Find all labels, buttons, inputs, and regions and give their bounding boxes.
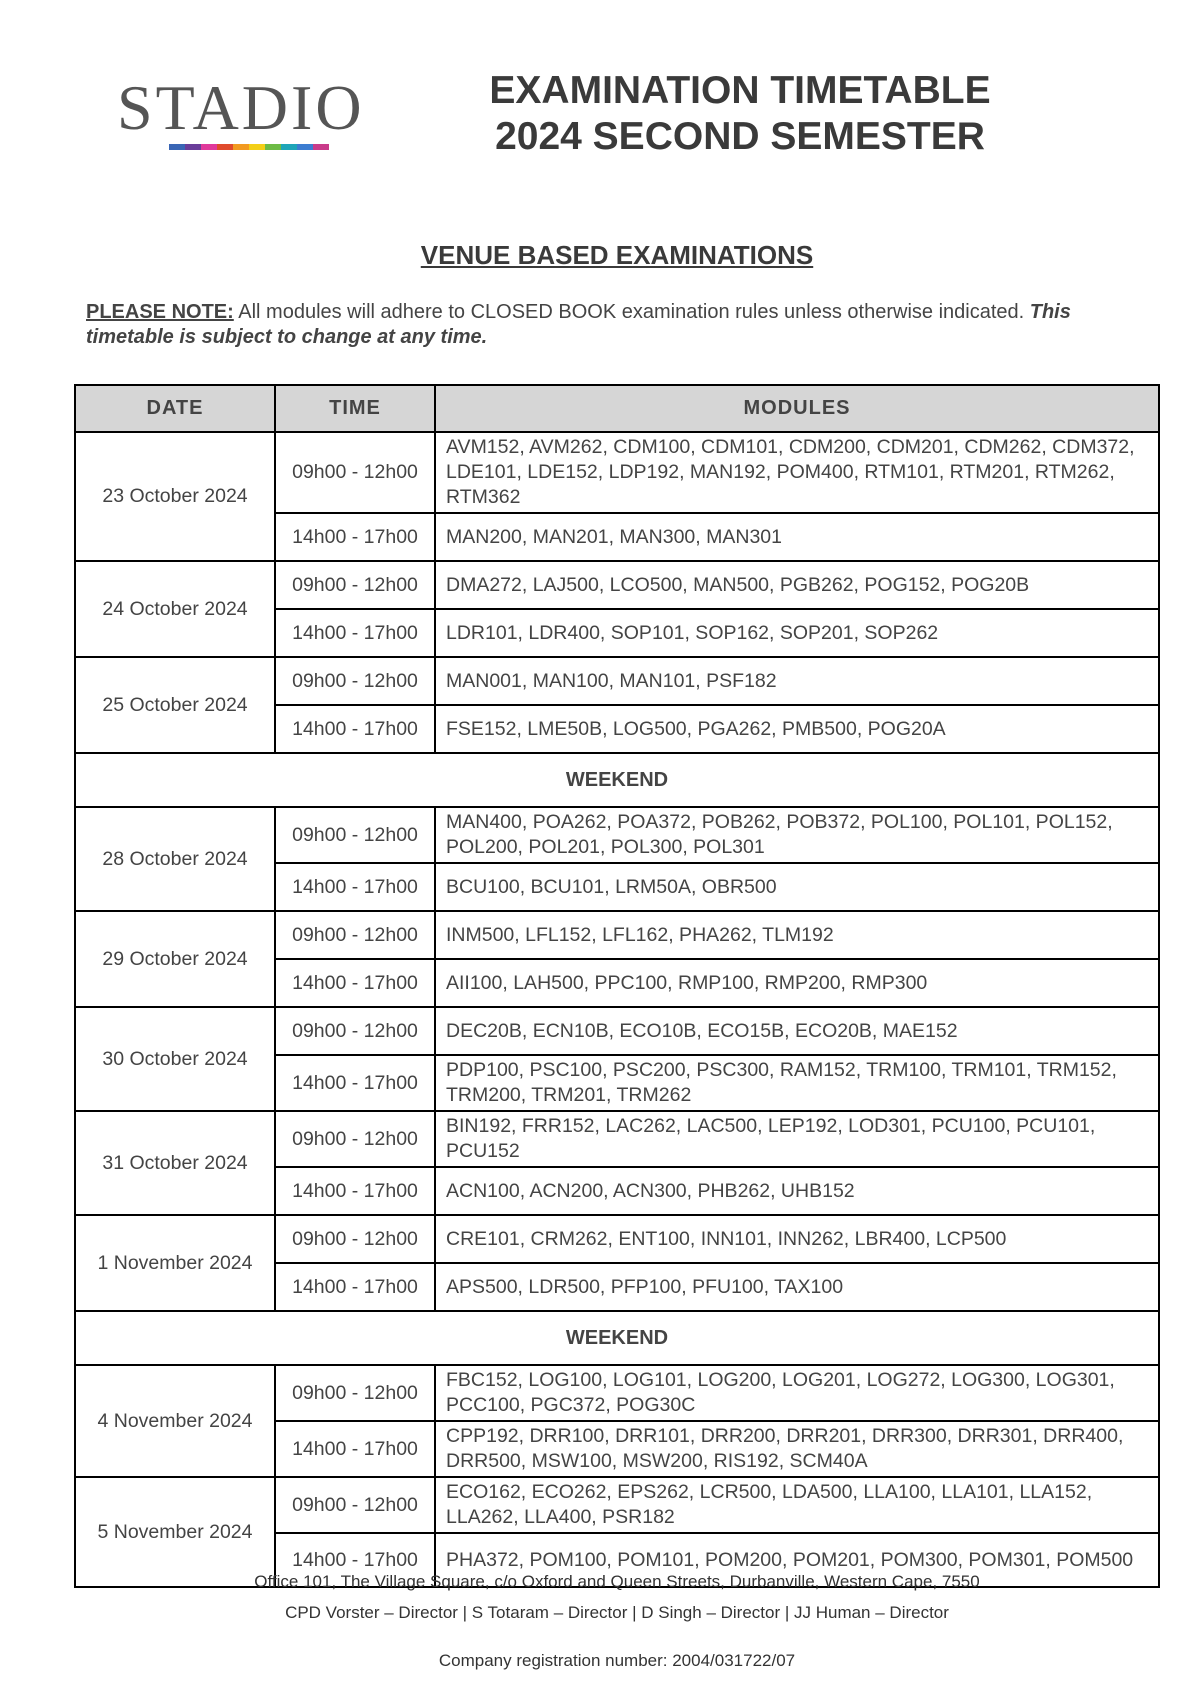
stadio-logo — [117, 72, 385, 156]
session-time: 09h00 - 12h00 — [275, 911, 435, 959]
exam-date: 31 October 2024 — [75, 1111, 275, 1215]
logo-color-stripe — [169, 144, 329, 150]
session-time: 09h00 - 12h00 — [275, 1365, 435, 1421]
session-modules: DEC20B, ECN10B, ECO10B, ECO15B, ECO20B, MAE152 — [435, 1007, 1159, 1055]
session-modules: PHA372, POM100, POM101, POM200, POM201, POM300, POM301, POM500 — [435, 1533, 1159, 1587]
session-time: 09h00 - 12h00 — [275, 657, 435, 705]
table-row — [75, 1007, 1159, 1055]
page-title — [400, 68, 1080, 160]
logo-stripe-segment — [169, 144, 185, 150]
logo-stripe-segment — [297, 144, 313, 150]
note-text: All modules will adhere to CLOSED BOOK examination rules unless otherwise indicated. — [233, 301, 1030, 323]
header-time: TIME — [275, 385, 435, 432]
session-modules: AII100, LAH500, PPC100, RMP100, RMP200, RMP300 — [435, 959, 1159, 1007]
exam-date: 29 October 2024 — [75, 911, 275, 1007]
table-header-row — [75, 385, 1159, 432]
session-time: 09h00 - 12h00 — [275, 1477, 435, 1533]
session-time: 09h00 - 12h00 — [275, 1215, 435, 1263]
session-time: 14h00 - 17h00 — [275, 1167, 435, 1215]
logo-stripe-segment — [233, 144, 249, 150]
exam-date: 30 October 2024 — [75, 1007, 275, 1111]
session-modules: CRE101, CRM262, ENT100, INN101, INN262, LBR400, LCP500 — [435, 1215, 1159, 1263]
title-line-2: 2024 SECOND SEMESTER — [495, 115, 985, 158]
weekend-row — [75, 753, 1159, 807]
session-time: 09h00 - 12h00 — [275, 561, 435, 609]
weekend-label: WEEKEND — [75, 1311, 1159, 1365]
session-time: 14h00 - 17h00 — [275, 513, 435, 561]
exam-date: 1 November 2024 — [75, 1215, 275, 1311]
section-heading: VENUE BASED EXAMINATIONS — [420, 240, 814, 270]
session-modules: BIN192, FRR152, LAC262, LAC500, LEP192, LOD301, PCU100, PCU101, PCU152 — [435, 1111, 1159, 1167]
exam-date: 4 November 2024 — [75, 1365, 275, 1477]
header-date: DATE — [75, 385, 275, 432]
session-modules: MAN001, MAN100, MAN101, PSF182 — [435, 657, 1159, 705]
logo-stripe-segment — [281, 144, 297, 150]
logo-stripe-segment — [185, 144, 201, 150]
session-modules: CPP192, DRR100, DRR101, DRR200, DRR201, DRR300, DRR301, DRR400, DRR500, MSW100, MSW200, RIS192, SCM40A — [435, 1421, 1159, 1477]
table-row — [75, 432, 1159, 513]
table-row — [75, 561, 1159, 609]
session-time: 14h00 - 17h00 — [275, 1055, 435, 1111]
session-modules: FSE152, LME50B, LOG500, PGA262, PMB500, POG20A — [435, 705, 1159, 753]
session-modules: AVM152, AVM262, CDM100, CDM101, CDM200, CDM201, CDM262, CDM372, LDE101, LDE152, LDP192, MAN192, POM400, RTM101, RTM201, RTM262, RTM362 — [435, 432, 1159, 513]
table-row — [75, 657, 1159, 705]
session-time: 14h00 - 17h00 — [275, 1263, 435, 1311]
session-time: 14h00 - 17h00 — [275, 863, 435, 911]
session-modules: LDR101, LDR400, SOP101, SOP162, SOP201, SOP262 — [435, 609, 1159, 657]
session-modules: ACN100, ACN200, ACN300, PHB262, UHB152 — [435, 1167, 1159, 1215]
session-time: 09h00 - 12h00 — [275, 1111, 435, 1167]
exam-date: 5 November 2024 — [75, 1477, 275, 1587]
table-row — [75, 807, 1159, 863]
session-time: 09h00 - 12h00 — [275, 432, 435, 513]
logo-stripe-segment — [217, 144, 233, 150]
session-time: 14h00 - 17h00 — [275, 1533, 435, 1587]
session-time: 09h00 - 12h00 — [275, 807, 435, 863]
session-modules: DMA272, LAJ500, LCO500, MAN500, PGB262, POG152, POG20B — [435, 561, 1159, 609]
session-time: 09h00 - 12h00 — [275, 1007, 435, 1055]
footer-directors: CPD Vorster – Director | S Totaram – Director | D Singh – Director | JJ Human – Director — [285, 1603, 949, 1622]
session-modules: APS500, LDR500, PFP100, PFU100, TAX100 — [435, 1263, 1159, 1311]
note-label: PLEASE NOTE: — [86, 301, 234, 323]
session-modules: INM500, LFL152, LFL162, PHA262, TLM192 — [435, 911, 1159, 959]
footer-registration: Company registration number: 2004/031722/07 — [438, 1651, 796, 1670]
footer-address: Office 101, The Village Square, c/o Oxford and Queen Streets, Durbanville, Western Cape, 7550 — [254, 1572, 980, 1591]
session-modules: ECO162, ECO262, EPS262, LCR500, LDA500, LLA100, LLA101, LLA152, LLA262, LLA400, PSR182 — [435, 1477, 1159, 1533]
logo-text: STADIO — [117, 72, 365, 143]
table-row — [75, 911, 1159, 959]
session-time: 14h00 - 17h00 — [275, 705, 435, 753]
session-time: 14h00 - 17h00 — [275, 1421, 435, 1477]
header-modules: MODULES — [435, 385, 1159, 432]
table-row — [75, 1365, 1159, 1421]
table-row — [75, 1477, 1159, 1533]
exam-timetable — [74, 384, 1160, 1588]
session-modules: FBC152, LOG100, LOG101, LOG200, LOG201, LOG272, LOG300, LOG301, PCC100, PGC372, POG30C — [435, 1365, 1159, 1421]
session-time: 14h00 - 17h00 — [275, 959, 435, 1007]
note-emphasis: This timetable is subject to change at any time. — [86, 301, 1071, 348]
logo-stripe-segment — [313, 144, 329, 150]
logo-stripe-segment — [265, 144, 281, 150]
title-line-1: EXAMINATION TIMETABLE — [489, 69, 991, 112]
session-modules: BCU100, BCU101, LRM50A, OBR500 — [435, 863, 1159, 911]
session-modules: MAN400, POA262, POA372, POB262, POB372, POL100, POL101, POL152, POL200, POL201, POL300, POL301 — [435, 807, 1159, 863]
logo-stripe-segment — [249, 144, 265, 150]
exam-date: 24 October 2024 — [75, 561, 275, 657]
exam-date: 25 October 2024 — [75, 657, 275, 753]
session-time: 14h00 - 17h00 — [275, 609, 435, 657]
session-modules: MAN200, MAN201, MAN300, MAN301 — [435, 513, 1159, 561]
session-modules: PDP100, PSC100, PSC200, PSC300, RAM152, TRM100, TRM101, TRM152, TRM200, TRM201, TRM262 — [435, 1055, 1159, 1111]
exam-date: 23 October 2024 — [75, 432, 275, 561]
exam-date: 28 October 2024 — [75, 807, 275, 911]
weekend-label: WEEKEND — [75, 753, 1159, 807]
logo-stripe-segment — [201, 144, 217, 150]
weekend-row — [75, 1311, 1159, 1365]
please-note — [86, 300, 1136, 350]
table-row — [75, 1215, 1159, 1263]
table-row — [75, 1111, 1159, 1167]
